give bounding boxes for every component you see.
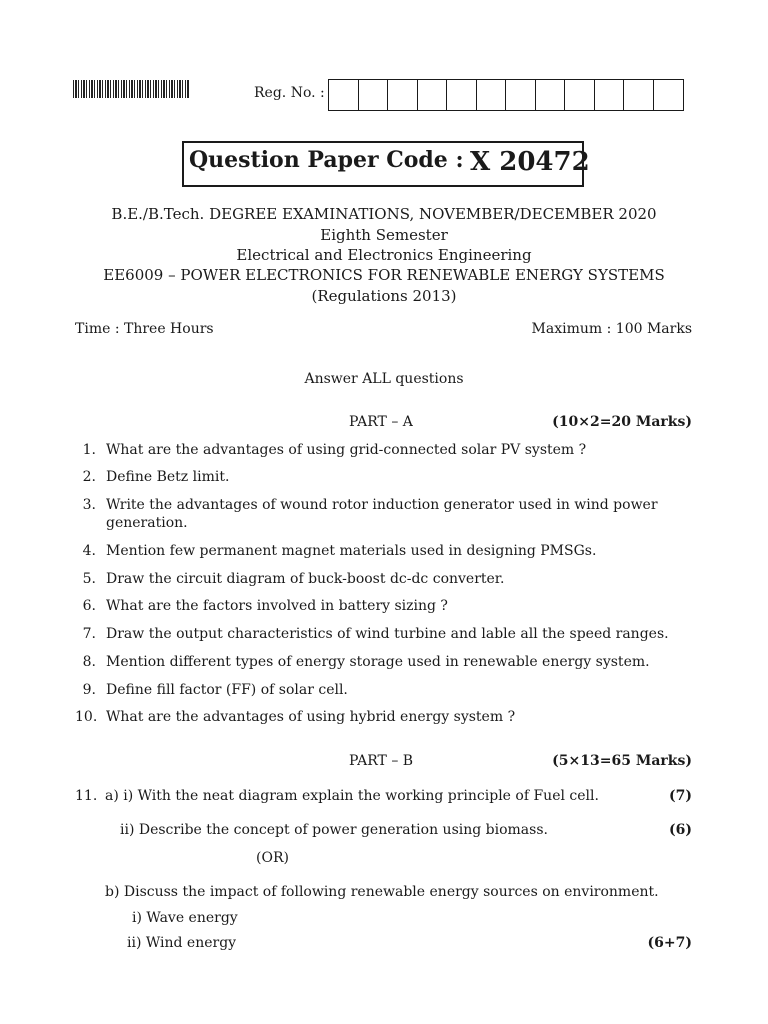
question-text: Draw the output characteristics of wind turbine and lable all the speed ranges. [106,626,669,642]
question-11-b-i: i) Wave energy [132,910,238,926]
question-11-a-i: a) i) With the neat diagram explain the working principle of Fuel cell. [105,788,599,804]
or-separator: (OR) [256,850,289,866]
part-a-heading: PART – A [349,414,413,430]
question-number: 4. [82,543,96,559]
question-paper-code-value: X 20472 [470,147,590,177]
maximum-marks: Maximum : 100 Marks [531,321,692,337]
question-number: 6. [82,598,96,614]
reg-no-box[interactable] [447,80,477,110]
question-number: 1. [82,442,96,458]
reg-no-box[interactable] [359,80,389,110]
question-11-number: 11. [75,788,98,804]
exam-duration: Time : Three Hours [75,321,214,337]
question-text: What are the advantages of using grid-connected solar PV system ? [106,442,587,458]
question-number: 9. [82,682,96,698]
reg-no-box[interactable] [418,80,448,110]
reg-no-box[interactable] [329,80,359,110]
question-number: 3. [82,497,96,513]
department: Electrical and Electronics Engineering [236,246,532,264]
reg-no-box[interactable] [536,80,566,110]
question-text: Draw the circuit diagram of buck-boost dc-dc converter. [106,571,505,587]
reg-no-box[interactable] [565,80,595,110]
question-text: Define fill factor (FF) of solar cell. [106,682,348,698]
question-number: 5. [82,571,96,587]
question-11-a-ii: ii) Describe the concept of power generation using biomass. [120,822,548,838]
question-text: What are the factors involved in battery sizing ? [106,598,448,614]
regulations: (Regulations 2013) [311,287,457,305]
barcode [73,80,189,98]
course-title: EE6009 – POWER ELECTRONICS FOR RENEWABLE ENERGY SYSTEMS [103,266,665,284]
reg-no-box[interactable] [506,80,536,110]
question-number: 8. [82,654,96,670]
question-text: Define Betz limit. [106,469,230,485]
reg-no-box[interactable] [477,80,507,110]
reg-no-box[interactable] [624,80,654,110]
semester: Eighth Semester [320,226,448,244]
reg-no-boxes [328,79,684,111]
question-number: 2. [82,469,96,485]
exam-title: B.E./B.Tech. DEGREE EXAMINATIONS, NOVEMBER/DECEMBER 2020 [111,205,657,223]
question-number: 10. [75,709,98,725]
reg-no-label: Reg. No. : [254,85,325,101]
question-11-b-marks: (6+7) [647,935,692,951]
question-11-b-ii: ii) Wind energy [127,935,237,951]
part-b-heading: PART – B [349,753,414,769]
question-11-a-ii-marks: (6) [669,822,692,838]
question-11-a-i-marks: (7) [669,788,692,804]
question-text: Write the advantages of wound rotor induction generator used in wind power generation. [106,497,658,531]
reg-no-box[interactable] [388,80,418,110]
question-paper-code-label: Question Paper Code : [189,147,464,173]
question-text: Mention few permanent magnet materials used in designing PMSGs. [106,543,597,559]
reg-no-box[interactable] [654,80,684,110]
question-text: Mention different types of energy storage used in renewable energy system. [106,654,650,670]
question-number: 7. [82,626,96,642]
part-a-marks: (10×2=20 Marks) [552,414,692,430]
part-b-marks: (5×13=65 Marks) [552,753,692,769]
question-11-b: b) Discuss the impact of following renewable energy sources on environment. [105,884,659,900]
reg-no-box[interactable] [595,80,625,110]
question-text: What are the advantages of using hybrid energy system ? [106,709,516,725]
instruction: Answer ALL questions [304,371,464,387]
